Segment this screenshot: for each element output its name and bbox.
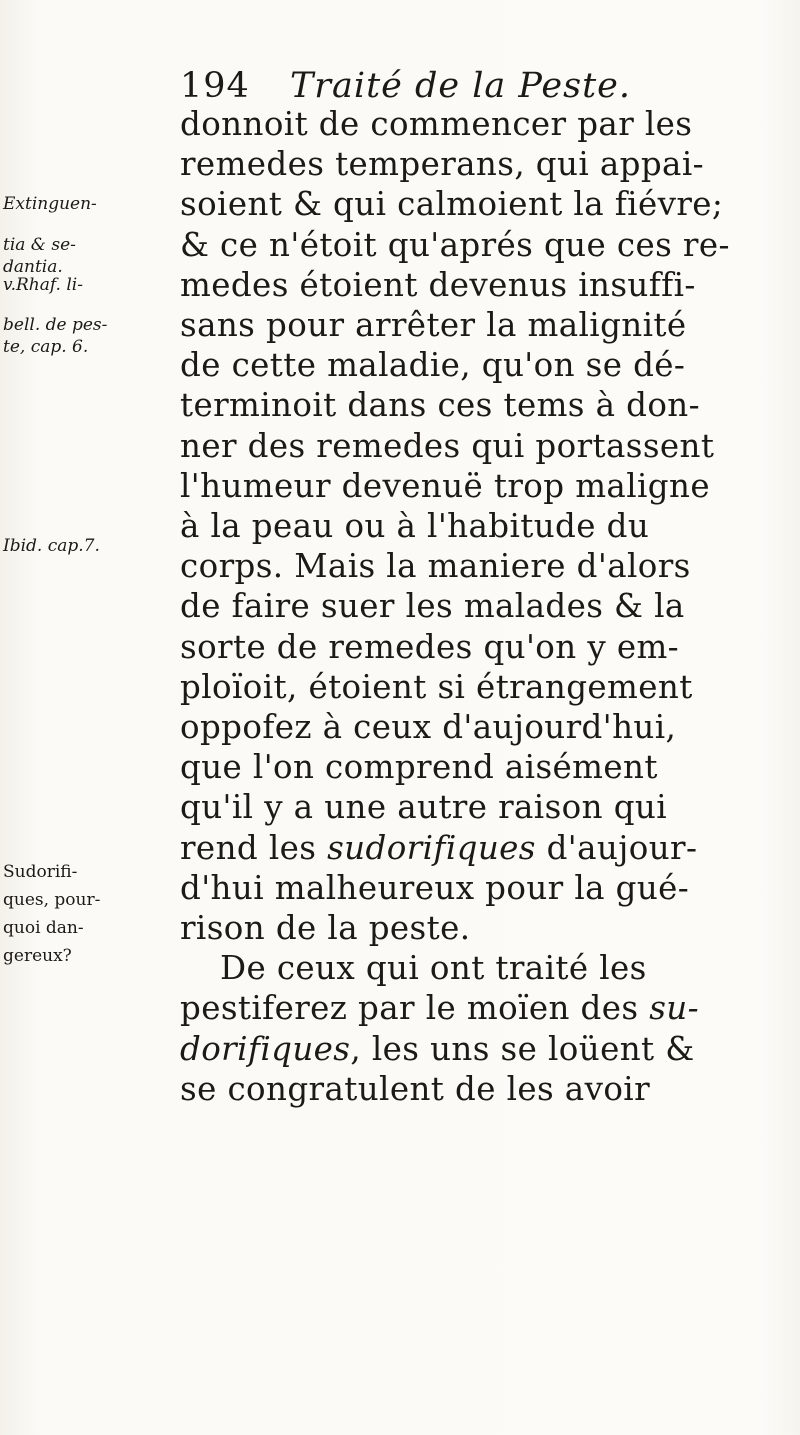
text-line	[180, 1029, 695, 1069]
text-segment: rison de la peste.	[180, 909, 471, 947]
text-segment: à la peau ou à l'habitude du	[180, 507, 650, 545]
text-segment: soient & qui calmoient la fiévre;	[180, 185, 724, 224]
text-line	[180, 1069, 650, 1109]
text-segment: terminoit dans ces tems à don-	[180, 386, 701, 425]
text-segment: de cette maladie, qu'on se dé-	[180, 346, 686, 385]
text-segment: d'aujour-	[535, 828, 698, 867]
margin-note: gereux?	[3, 946, 72, 967]
text-segment: , les uns se loüent &	[350, 1029, 695, 1068]
text-segment: se congratulent de les avoir	[180, 1069, 651, 1108]
margin-note: quoi dan-	[3, 918, 84, 938]
text-line	[180, 988, 699, 1028]
text-line	[180, 305, 687, 345]
text-line	[180, 627, 679, 667]
margin-note: ques, pour-	[3, 889, 101, 910]
text-line	[180, 426, 714, 466]
margin-note: Extinguen-	[3, 194, 97, 215]
text-line	[180, 828, 697, 868]
text-segment: d'hui malheureux pour la gué-	[180, 868, 690, 907]
text-segment: pestiferez par le moïen des	[180, 989, 650, 1028]
text-line	[180, 385, 700, 425]
text-segment: l'humeur devenuë trop maligne	[180, 466, 710, 505]
text-line	[180, 225, 730, 265]
text-segment: ner des remedes qui portassent	[180, 426, 715, 465]
text-line	[220, 948, 647, 988]
page-header	[180, 66, 631, 106]
margin-note: te, cap. 6.	[3, 337, 89, 358]
margin-note: Sudorifi-	[3, 861, 78, 882]
text-line	[180, 908, 470, 948]
text-segment: medes étoient devenus insuffi-	[180, 265, 696, 304]
running-title: Traité de la Peste.	[289, 66, 631, 106]
text-line	[180, 184, 723, 224]
text-line	[180, 506, 649, 546]
text-segment: que l'on comprend aisément	[180, 748, 658, 787]
text-segment: ploïoit, étoient si étrangement	[180, 667, 693, 706]
text-line	[180, 144, 704, 184]
text-line	[180, 546, 691, 586]
italic-text: dorifiques	[180, 1029, 351, 1068]
text-segment: corps. Mais la maniere d'alors	[180, 547, 691, 586]
text-line	[180, 667, 693, 707]
margin-note: v.Rhaf. li-	[3, 274, 83, 295]
text-segment: sans pour arrêter la malignité	[180, 306, 687, 344]
text-segment: de faire suer les malades & la	[180, 587, 685, 626]
margin-note: tia & se-	[3, 234, 76, 255]
text-segment: donnoit de commencer par les	[180, 105, 693, 143]
text-segment: qu'il y a une autre raison qui	[180, 788, 668, 827]
text-segment: & ce n'étoit qu'aprés que ces re-	[180, 225, 730, 264]
page-number: 194	[180, 66, 250, 106]
text-line	[180, 345, 685, 385]
text-line	[180, 586, 685, 626]
text-line	[180, 466, 710, 506]
text-segment: oppofez à ceux d'aujourd'hui,	[180, 708, 677, 746]
text-line	[180, 104, 692, 144]
text-line	[180, 707, 676, 747]
margin-note: Ibid. cap.7.	[3, 536, 100, 557]
text-line	[180, 868, 689, 908]
text-segment: rend les	[180, 828, 328, 867]
text-segment: De ceux qui ont traité les	[220, 949, 647, 988]
margin-note: dantia.	[3, 256, 63, 277]
text-segment: remedes temperans, qui appai-	[180, 145, 704, 184]
text-segment: sorte de remedes qu'on y em-	[180, 627, 680, 666]
italic-text: su-	[649, 989, 699, 1028]
text-line	[180, 265, 696, 305]
italic-text: sudorifiques	[327, 828, 536, 867]
text-line	[180, 747, 658, 787]
margin-note: bell. de pes-	[3, 315, 108, 335]
text-line	[180, 787, 667, 827]
